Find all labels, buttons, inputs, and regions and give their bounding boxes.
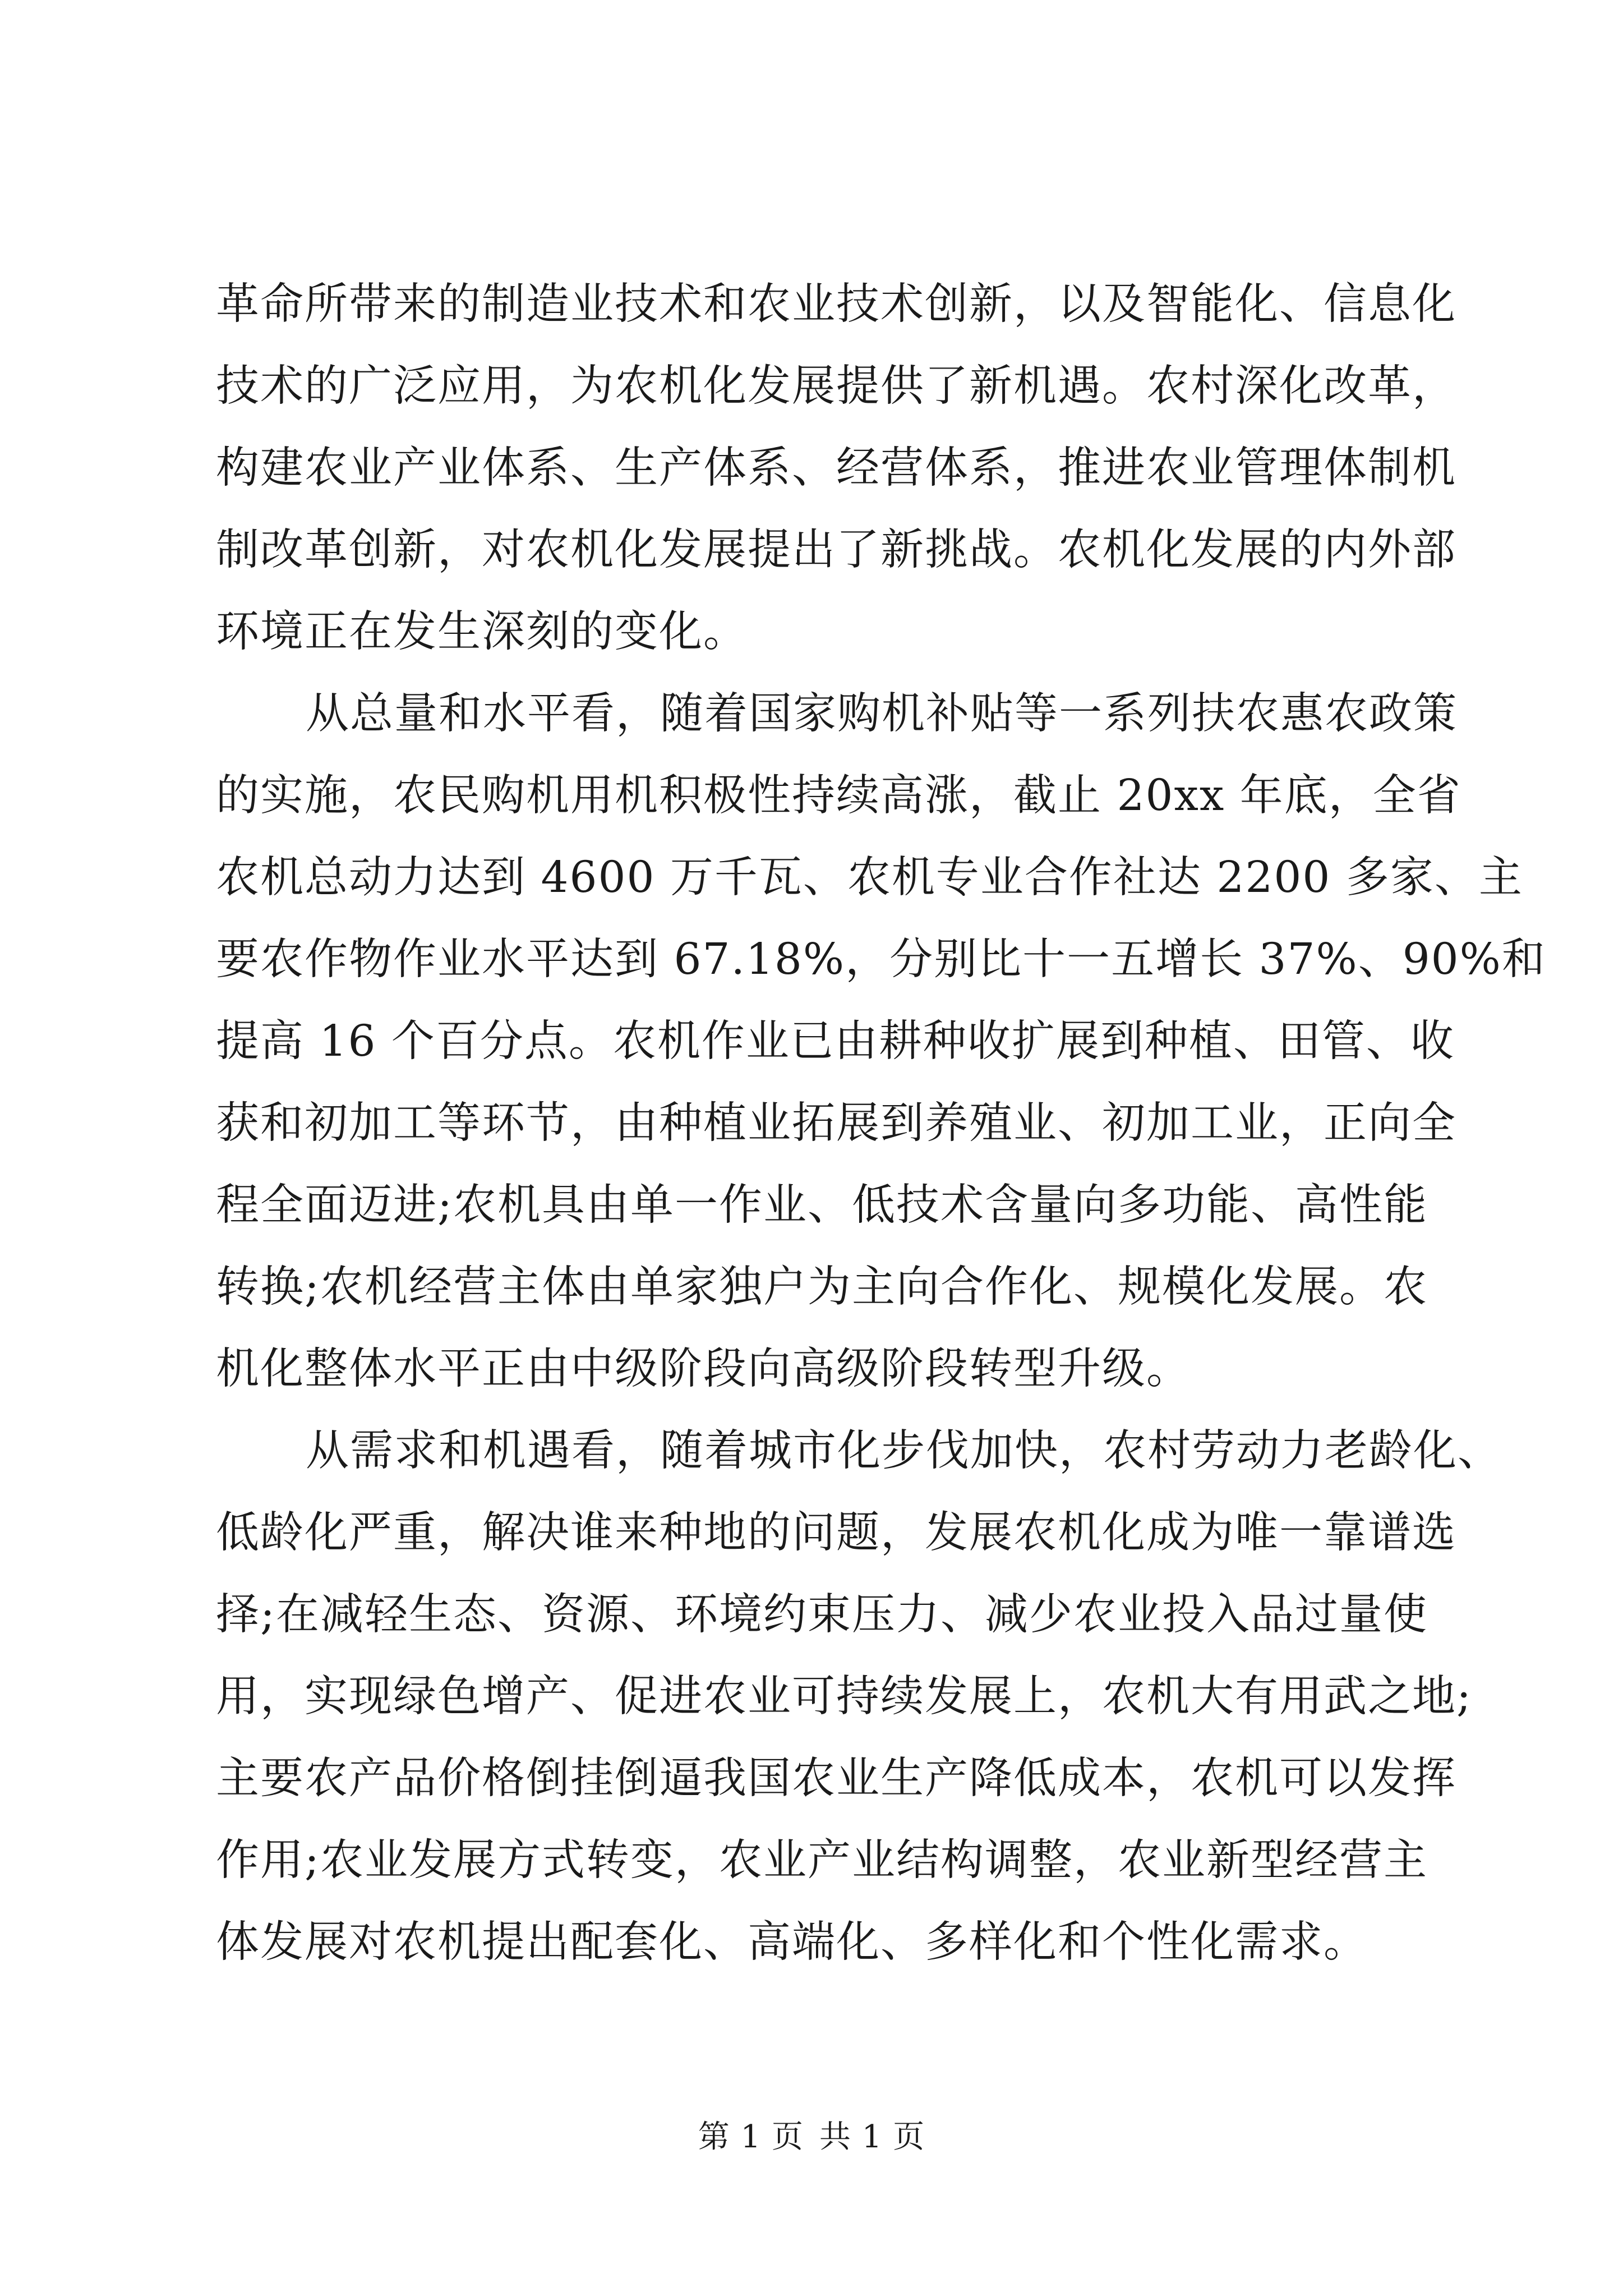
text-line: 从总量和水平看，随着国家购机补贴等一系列扶农惠农政策 <box>306 689 1458 739</box>
page-number-current: 第 1 页 <box>698 2119 804 2155</box>
paragraph-2 <box>216 673 1546 1410</box>
paragraph-3 <box>216 1410 1502 1984</box>
text-line: 机化整体水平正由中级阶段向高级阶段转型升级。 <box>216 1344 1191 1394</box>
text-line: 革命所带来的制造业技术和农业技术创新，以及智能化、信息化 <box>216 279 1456 329</box>
text-line: 作用;农业发展方式转变，农业产业结构调整，农业新型经营主 <box>216 1835 1428 1885</box>
text-line: 程全面迈进;农机具由单一作业、低技术含量向多功能、高性能 <box>216 1180 1428 1230</box>
text-line: 农机总动力达到 4600 万千瓦、农机专业合作社达 2200 多家、主 <box>216 853 1523 903</box>
paragraph-1 <box>216 264 1456 673</box>
text-line: 的实施，农民购机用机积极性持续高涨，截止 20xx 年底，全省 <box>216 771 1461 821</box>
text-line: 环境正在发生深刻的变化。 <box>216 607 748 657</box>
text-line: 择;在减轻生态、资源、环境约束压力、减少农业投入品过量使 <box>216 1590 1428 1640</box>
text-line: 制改革创新，对农机化发展提出了新挑战。农机化发展的内外部 <box>216 525 1456 575</box>
document-body <box>216 264 1546 1984</box>
text-line: 从需求和机遇看，随着城市化步伐加快，农村劳动力老龄化、 <box>306 1426 1502 1476</box>
text-line: 提高 16 个百分点。农机作业已由耕种收扩展到种植、田管、收 <box>216 1016 1455 1066</box>
text-line: 获和初加工等环节，由种植业拓展到养殖业、初加工业，正向全 <box>216 1098 1456 1148</box>
text-line: 主要农产品价格倒挂倒逼我国农业生产降低成本，农机可以发挥 <box>216 1754 1456 1803</box>
page-footer <box>0 2118 1623 2157</box>
text-line: 要农作物作业水平达到 67.18%，分别比十一五增长 37%、90%和 <box>216 935 1546 984</box>
page-number-total: 共 1 页 <box>819 2119 925 2155</box>
text-line: 构建农业产业体系、生产体系、经营体系，推进农业管理体制机 <box>216 443 1456 493</box>
text-line: 转换;农机经营主体由单家独户为主向合作化、规模化发展。农 <box>216 1262 1428 1312</box>
text-line: 低龄化严重，解决谁来种地的问题，发展农机化成为唯一靠谱选 <box>216 1508 1456 1558</box>
text-line: 用，实现绿色增产、促进农业可持续发展上，农机大有用武之地; <box>216 1672 1472 1722</box>
text-line: 体发展对农机提出配套化、高端化、多样化和个性化需求。 <box>216 1917 1368 1967</box>
text-line: 技术的广泛应用，为农机化发展提供了新机遇。农村深化改革， <box>216 361 1456 411</box>
